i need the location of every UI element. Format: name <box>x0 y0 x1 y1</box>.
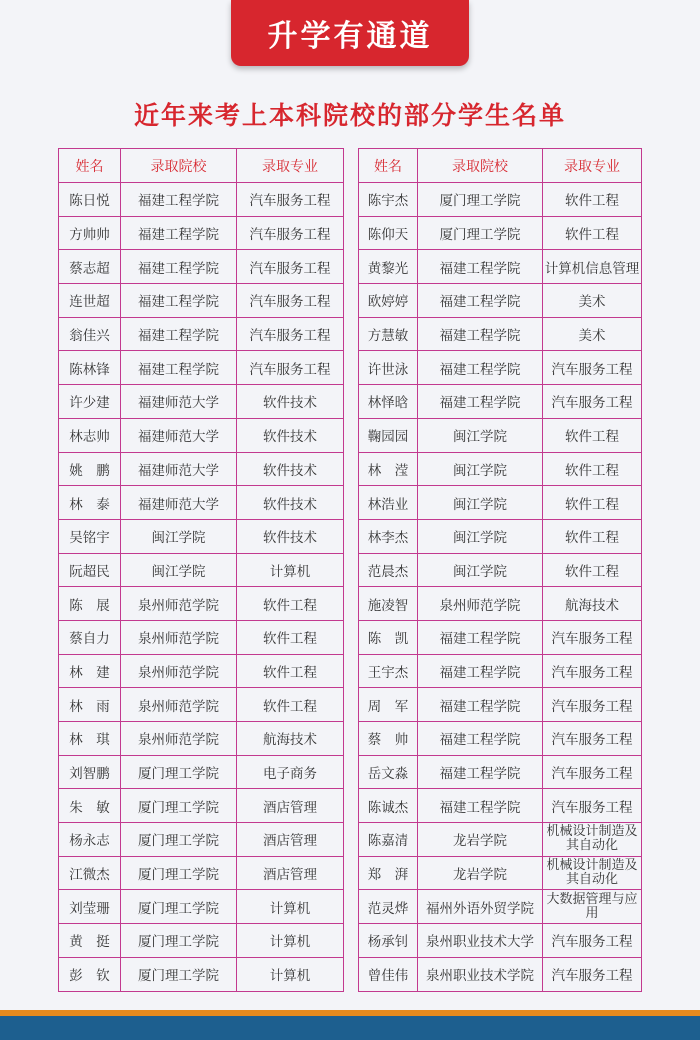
admitted-school: 福建工程学院 <box>121 284 237 318</box>
admitted-major: 软件工程 <box>543 486 642 520</box>
admitted-major: 计算机 <box>237 553 344 587</box>
student-name: 杨承钊 <box>359 924 418 958</box>
admitted-major: 大数据管理与应用 <box>543 890 642 924</box>
table-row <box>59 620 344 654</box>
admitted-school: 闽江学院 <box>418 452 543 486</box>
table-row <box>359 183 642 217</box>
student-name: 蔡志超 <box>59 250 121 284</box>
admitted-major: 酒店管理 <box>237 789 344 823</box>
table-row <box>59 418 344 452</box>
admitted-school: 福建工程学院 <box>121 183 237 217</box>
table-row <box>359 722 642 756</box>
admitted-major: 汽车服务工程 <box>237 351 344 385</box>
student-name: 黄 挺 <box>59 924 121 958</box>
student-name: 王宇杰 <box>359 654 418 688</box>
table-row <box>359 317 642 351</box>
admitted-major: 软件技术 <box>237 385 344 419</box>
admitted-major: 软件工程 <box>543 418 642 452</box>
admitted-school: 福建师范大学 <box>121 418 237 452</box>
student-name: 陈诚杰 <box>359 789 418 823</box>
admitted-major: 计算机信息管理 <box>543 250 642 284</box>
student-name: 杨永志 <box>59 823 121 857</box>
admitted-major: 酒店管理 <box>237 856 344 890</box>
admitted-major: 软件工程 <box>237 688 344 722</box>
student-name: 鞠园园 <box>359 418 418 452</box>
student-name: 翁佳兴 <box>59 317 121 351</box>
table-row <box>59 250 344 284</box>
header-school: 录取院校 <box>121 149 237 183</box>
table-row <box>59 755 344 789</box>
admitted-major: 汽车服务工程 <box>543 957 642 991</box>
student-name: 陈林锋 <box>59 351 121 385</box>
table-row <box>59 284 344 318</box>
table-row <box>59 351 344 385</box>
admitted-school: 福建工程学院 <box>121 351 237 385</box>
admitted-school: 福建工程学院 <box>121 317 237 351</box>
table-row <box>59 654 344 688</box>
admitted-major: 汽车服务工程 <box>237 216 344 250</box>
admitted-major: 软件工程 <box>543 216 642 250</box>
table-row <box>59 452 344 486</box>
student-name: 许世泳 <box>359 351 418 385</box>
admitted-school: 福建师范大学 <box>121 486 237 520</box>
table-row <box>359 654 642 688</box>
admitted-major: 计算机 <box>237 924 344 958</box>
table-row <box>59 385 344 419</box>
admitted-school: 闽江学院 <box>121 519 237 553</box>
student-name: 姚 鹏 <box>59 452 121 486</box>
admitted-school: 福建工程学院 <box>418 755 543 789</box>
student-name: 彭 钦 <box>59 957 121 991</box>
student-name: 连世超 <box>59 284 121 318</box>
admitted-major: 汽车服务工程 <box>543 654 642 688</box>
admitted-major: 软件工程 <box>237 587 344 621</box>
admitted-major: 软件工程 <box>237 654 344 688</box>
student-name: 林 建 <box>59 654 121 688</box>
admitted-school: 闽江学院 <box>418 553 543 587</box>
admitted-school: 福建工程学院 <box>418 385 543 419</box>
admitted-major: 软件工程 <box>543 183 642 217</box>
student-name: 陈日悦 <box>59 183 121 217</box>
table-row <box>359 486 642 520</box>
student-name: 许少建 <box>59 385 121 419</box>
admitted-school: 厦门理工学院 <box>121 823 237 857</box>
admitted-school: 福建工程学院 <box>418 654 543 688</box>
table-row <box>59 722 344 756</box>
student-name: 林 滢 <box>359 452 418 486</box>
admitted-major: 电子商务 <box>237 755 344 789</box>
table-row <box>359 755 642 789</box>
admitted-school: 闽江学院 <box>418 486 543 520</box>
admitted-major: 软件技术 <box>237 486 344 520</box>
admitted-school: 厦门理工学院 <box>121 957 237 991</box>
header-major: 录取专业 <box>543 149 642 183</box>
table-row <box>359 957 642 991</box>
admitted-major: 航海技术 <box>237 722 344 756</box>
student-name: 朱 敏 <box>59 789 121 823</box>
admitted-major: 汽车服务工程 <box>237 317 344 351</box>
student-name: 林 琪 <box>59 722 121 756</box>
table-row <box>359 284 642 318</box>
table-row <box>359 688 642 722</box>
admitted-major: 汽车服务工程 <box>543 755 642 789</box>
admitted-major: 软件技术 <box>237 418 344 452</box>
student-table-left <box>58 148 344 992</box>
admitted-major: 汽车服务工程 <box>543 789 642 823</box>
student-name: 方帅帅 <box>59 216 121 250</box>
table-header-row <box>59 149 344 183</box>
student-name: 林 泰 <box>59 486 121 520</box>
admitted-school: 福建工程学院 <box>418 250 543 284</box>
student-name: 郑 湃 <box>359 856 418 890</box>
admitted-school: 泉州师范学院 <box>121 587 237 621</box>
admitted-school: 厦门理工学院 <box>418 216 543 250</box>
admitted-major: 美术 <box>543 284 642 318</box>
student-name: 刘莹珊 <box>59 890 121 924</box>
student-name: 林李杰 <box>359 519 418 553</box>
student-name: 林浩业 <box>359 486 418 520</box>
table-row <box>359 418 642 452</box>
table-row <box>359 890 642 924</box>
student-name: 林志帅 <box>59 418 121 452</box>
admitted-school: 福建师范大学 <box>121 452 237 486</box>
banner-title: 升学有通道 <box>231 0 469 66</box>
table-row <box>359 924 642 958</box>
student-name: 林怿晗 <box>359 385 418 419</box>
admitted-major: 软件技术 <box>237 519 344 553</box>
admitted-school: 福建工程学院 <box>418 688 543 722</box>
admitted-major: 酒店管理 <box>237 823 344 857</box>
student-name: 陈 展 <box>59 587 121 621</box>
admitted-school: 闽江学院 <box>418 418 543 452</box>
admitted-major: 汽车服务工程 <box>543 385 642 419</box>
table-row <box>59 957 344 991</box>
admitted-major: 软件工程 <box>543 452 642 486</box>
admitted-major: 汽车服务工程 <box>543 620 642 654</box>
admitted-school: 福建工程学院 <box>418 317 543 351</box>
student-name: 陈仰天 <box>359 216 418 250</box>
student-name: 陈宇杰 <box>359 183 418 217</box>
table-row <box>59 317 344 351</box>
admitted-major: 汽车服务工程 <box>543 688 642 722</box>
table-row <box>59 216 344 250</box>
admitted-school: 泉州职业技术大学 <box>418 924 543 958</box>
admitted-school: 龙岩学院 <box>418 856 543 890</box>
table-row <box>59 890 344 924</box>
admitted-school: 龙岩学院 <box>418 823 543 857</box>
admitted-school: 泉州师范学院 <box>121 722 237 756</box>
student-name: 范灵烨 <box>359 890 418 924</box>
table-row <box>359 587 642 621</box>
student-name: 方慧敏 <box>359 317 418 351</box>
admitted-major: 软件工程 <box>237 620 344 654</box>
table-row <box>59 486 344 520</box>
admitted-major: 汽车服务工程 <box>237 183 344 217</box>
table-row <box>359 519 642 553</box>
table-row <box>59 519 344 553</box>
student-name: 吴铭宇 <box>59 519 121 553</box>
admitted-school: 泉州师范学院 <box>418 587 543 621</box>
student-table-right <box>358 148 642 992</box>
admitted-major: 软件工程 <box>543 553 642 587</box>
table-row <box>359 216 642 250</box>
admitted-major: 计算机 <box>237 890 344 924</box>
student-name: 林 雨 <box>59 688 121 722</box>
admitted-major: 机械设计制造及其自动化 <box>543 823 642 857</box>
admitted-school: 福建工程学院 <box>121 250 237 284</box>
admitted-major: 汽车服务工程 <box>237 284 344 318</box>
admitted-major: 软件工程 <box>543 519 642 553</box>
student-name: 陈嘉清 <box>359 823 418 857</box>
table-row <box>359 620 642 654</box>
admitted-school: 泉州师范学院 <box>121 620 237 654</box>
table-row <box>59 183 344 217</box>
student-name: 曾佳伟 <box>359 957 418 991</box>
student-name: 周 军 <box>359 688 418 722</box>
student-name: 江微杰 <box>59 856 121 890</box>
header-name: 姓名 <box>359 149 418 183</box>
table-row <box>359 823 642 857</box>
student-name: 黄黎光 <box>359 250 418 284</box>
table-row <box>359 385 642 419</box>
table-row <box>59 587 344 621</box>
table-row <box>359 351 642 385</box>
admitted-school: 厦门理工学院 <box>121 856 237 890</box>
table-row <box>359 250 642 284</box>
admitted-school: 福建工程学院 <box>418 789 543 823</box>
table-row <box>359 789 642 823</box>
admitted-major: 汽车服务工程 <box>543 924 642 958</box>
table-row <box>59 924 344 958</box>
admitted-school: 厦门理工学院 <box>121 755 237 789</box>
footer-stripe <box>0 1010 700 1016</box>
admitted-major: 汽车服务工程 <box>237 250 344 284</box>
admitted-major: 机械设计制造及其自动化 <box>543 856 642 890</box>
admitted-major: 计算机 <box>237 957 344 991</box>
student-name: 蔡 帅 <box>359 722 418 756</box>
admitted-major: 汽车服务工程 <box>543 351 642 385</box>
admitted-school: 泉州师范学院 <box>121 654 237 688</box>
admitted-school: 闽江学院 <box>121 553 237 587</box>
header-name: 姓名 <box>59 149 121 183</box>
admitted-school: 福建工程学院 <box>418 722 543 756</box>
admitted-school: 福建工程学院 <box>418 620 543 654</box>
page-subtitle: 近年来考上本科院校的部分学生名单 <box>133 101 566 130</box>
admitted-school: 厦门理工学院 <box>418 183 543 217</box>
admitted-school: 厦门理工学院 <box>121 924 237 958</box>
table-row <box>59 856 344 890</box>
header-major: 录取专业 <box>237 149 344 183</box>
admitted-school: 福建工程学院 <box>418 284 543 318</box>
student-name: 阮超民 <box>59 553 121 587</box>
table-row <box>59 789 344 823</box>
student-name: 施凌智 <box>359 587 418 621</box>
student-name: 陈 凯 <box>359 620 418 654</box>
admitted-school: 福建工程学院 <box>121 216 237 250</box>
footer-bar <box>0 1010 700 1040</box>
table-row <box>59 688 344 722</box>
table-row <box>359 856 642 890</box>
table-row <box>59 553 344 587</box>
admitted-school: 厦门理工学院 <box>121 890 237 924</box>
admitted-school: 泉州师范学院 <box>121 688 237 722</box>
admitted-school: 福州外语外贸学院 <box>418 890 543 924</box>
table-row <box>59 823 344 857</box>
admitted-school: 福建工程学院 <box>418 351 543 385</box>
admitted-school: 泉州职业技术学院 <box>418 957 543 991</box>
student-name: 范晨杰 <box>359 553 418 587</box>
table-row <box>359 553 642 587</box>
admitted-major: 汽车服务工程 <box>543 722 642 756</box>
admitted-school: 闽江学院 <box>418 519 543 553</box>
table-header-row <box>359 149 642 183</box>
admitted-major: 航海技术 <box>543 587 642 621</box>
student-name: 岳文淼 <box>359 755 418 789</box>
admitted-major: 软件技术 <box>237 452 344 486</box>
admitted-school: 福建师范大学 <box>121 385 237 419</box>
table-row <box>359 452 642 486</box>
student-name: 蔡自力 <box>59 620 121 654</box>
admitted-major: 美术 <box>543 317 642 351</box>
header-school: 录取院校 <box>418 149 543 183</box>
admitted-school: 厦门理工学院 <box>121 789 237 823</box>
student-name: 欧婷婷 <box>359 284 418 318</box>
student-name: 刘智鹏 <box>59 755 121 789</box>
